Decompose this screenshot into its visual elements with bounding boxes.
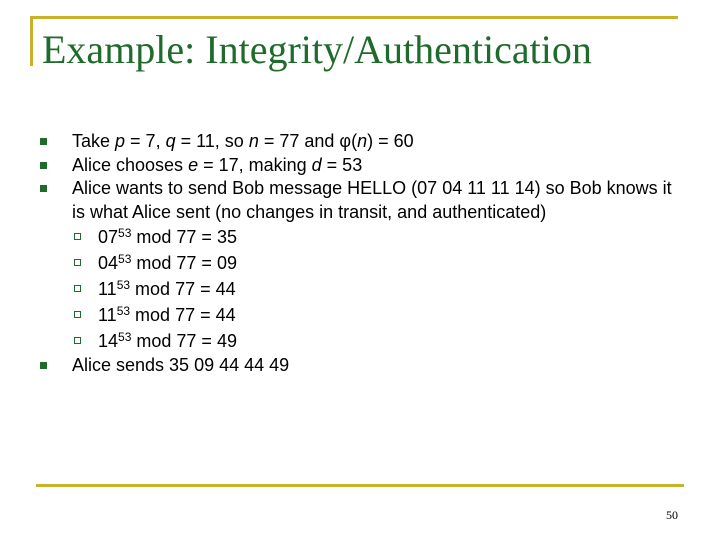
square-bullet-icon [40,138,47,145]
sub-item: $07^{53}$ mod 77 = 35 [40,224,680,250]
bullet-item: Alice sends 35 09 44 44 49 [40,354,680,378]
square-bullet-icon [40,362,47,369]
bullet-item: Alice wants to send Bob message HELLO (07 04 11 11 14) so Bob knows it is what Alice sent (no changes in transit, and authenticated) [40,177,680,224]
sub-item: $04^{53}$ mod 77 = 09 [40,250,680,276]
bullet-item: Take p = 7, q = 11, so n = 77 and φ(n) = 60 [40,130,680,154]
hollow-square-bullet-icon [74,259,81,266]
left-rule [30,16,33,66]
bullet-item: Alice chooses e = 17, making d = 53 [40,154,680,178]
top-rule [30,16,678,19]
sub-item: $11^{53}$ mod 77 = 44 [40,302,680,328]
page-number: 50 [666,508,678,522]
slide-title: Example: Integrity/Authentication [42,27,592,72]
square-bullet-icon [40,185,47,192]
square-bullet-icon [40,162,47,169]
sub-item: $14^{53}$ mod 77 = 49 [40,328,680,354]
hollow-square-bullet-icon [74,311,81,318]
hollow-square-bullet-icon [74,337,81,344]
slide-content [40,130,680,378]
hollow-square-bullet-icon [74,233,81,240]
sub-item: $11^{53}$ mod 77 = 44 [40,276,680,302]
bottom-rule [36,484,684,487]
hollow-square-bullet-icon [74,285,81,292]
